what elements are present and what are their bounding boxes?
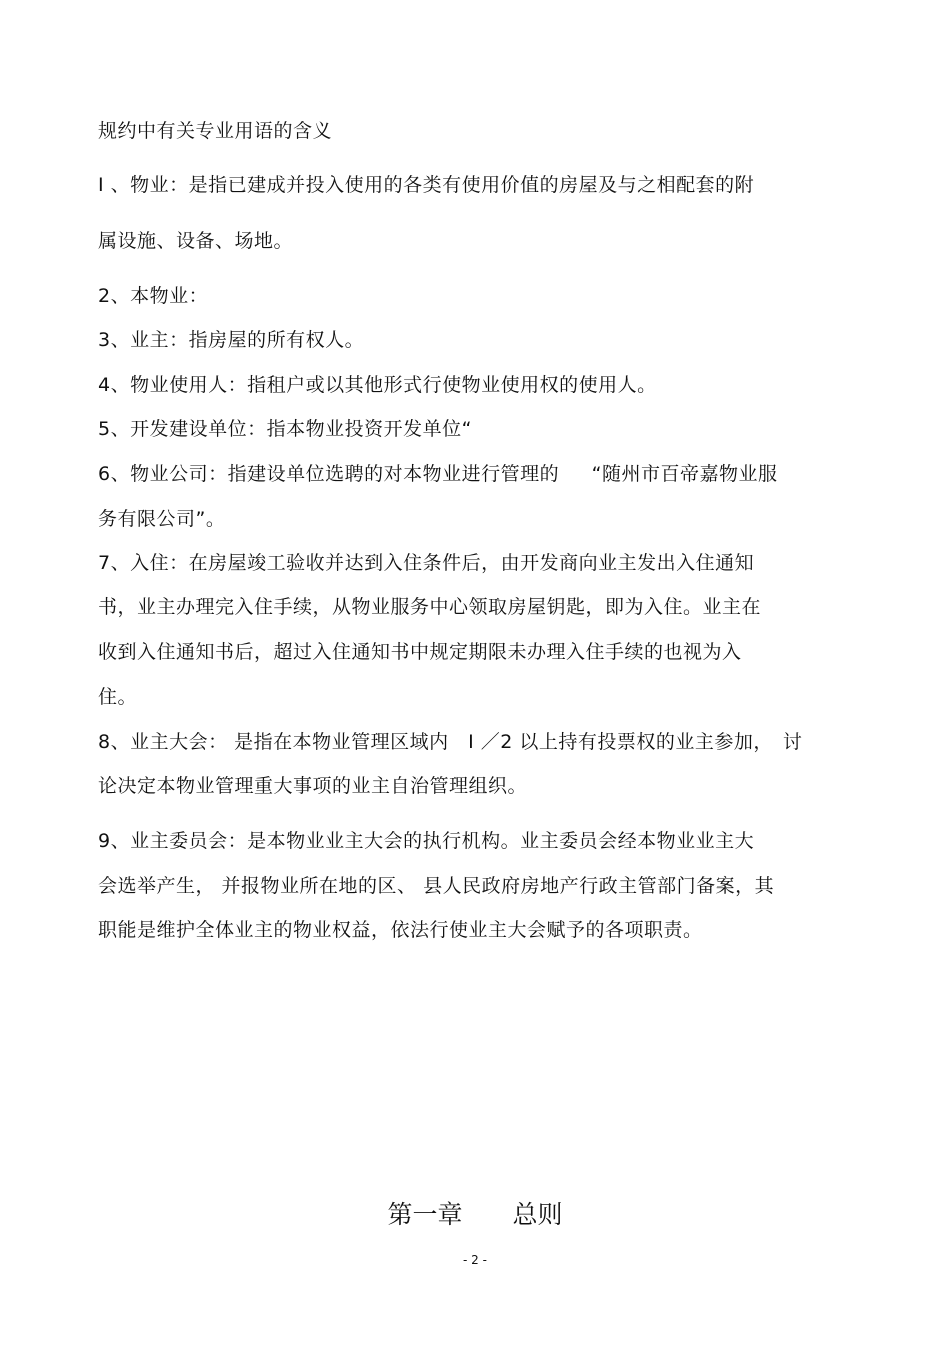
definition-line: 7、入住：在房屋竣工验收并达到入住条件后，由开发商向业主发出入住通知: [98, 552, 755, 574]
definition-line: 务有限公司”。: [98, 508, 226, 530]
definition-line: I 、物业：是指已建成并投入使用的各类有使用价值的房屋及与之相配套的附: [98, 174, 755, 196]
definition-line: 3、业主：指房屋的所有权人。: [98, 329, 365, 351]
page-number: - 2 -: [463, 1253, 487, 1267]
definition-line: 属设施、设备、场地。: [98, 230, 294, 252]
definition-line: 职能是维护全体业主的物业权益，依法行使业主大会赋予的各项职责。: [98, 919, 703, 941]
definition-line: 8、业主大会： 是指在本物业管理区域内 I ／2 以上持有投票权的业主参加， 讨: [98, 731, 803, 753]
definition-line: 收到入住通知书后，超过入住通知书中规定期限未办理入住手续的也视为入: [98, 641, 742, 663]
definition-line: 书，业主办理完入住手续，从物业服务中心领取房屋钥匙，即为入住。业主在: [98, 596, 762, 618]
chapter-title: 第一章 总则: [387, 1200, 563, 1229]
definition-line: 6、物业公司：指建设单位选聘的对本物业进行管理的 “随州市百帝嘉物业服: [98, 463, 778, 485]
definition-line: 住。: [98, 686, 138, 708]
definition-line: 论决定本物业管理重大事项的业主自治管理组织。: [98, 775, 528, 797]
definition-line: 2、本物业：: [98, 285, 209, 307]
section-heading: 规约中有关专业用语的含义: [98, 120, 333, 142]
definition-line: 9、业主委员会：是本物业业主大会的执行机构。业主委员会经本物业业主大: [98, 830, 755, 852]
definition-line: 5、开发建设单位：指本物业投资开发单位“: [98, 418, 472, 440]
definition-line: 会选举产生， 并报物业所在地的区、 县人民政府房地产行政主管部门备案，其: [98, 875, 775, 897]
definition-line: 4、物业使用人：指租户或以其他形式行使物业使用权的使用人。: [98, 374, 657, 396]
